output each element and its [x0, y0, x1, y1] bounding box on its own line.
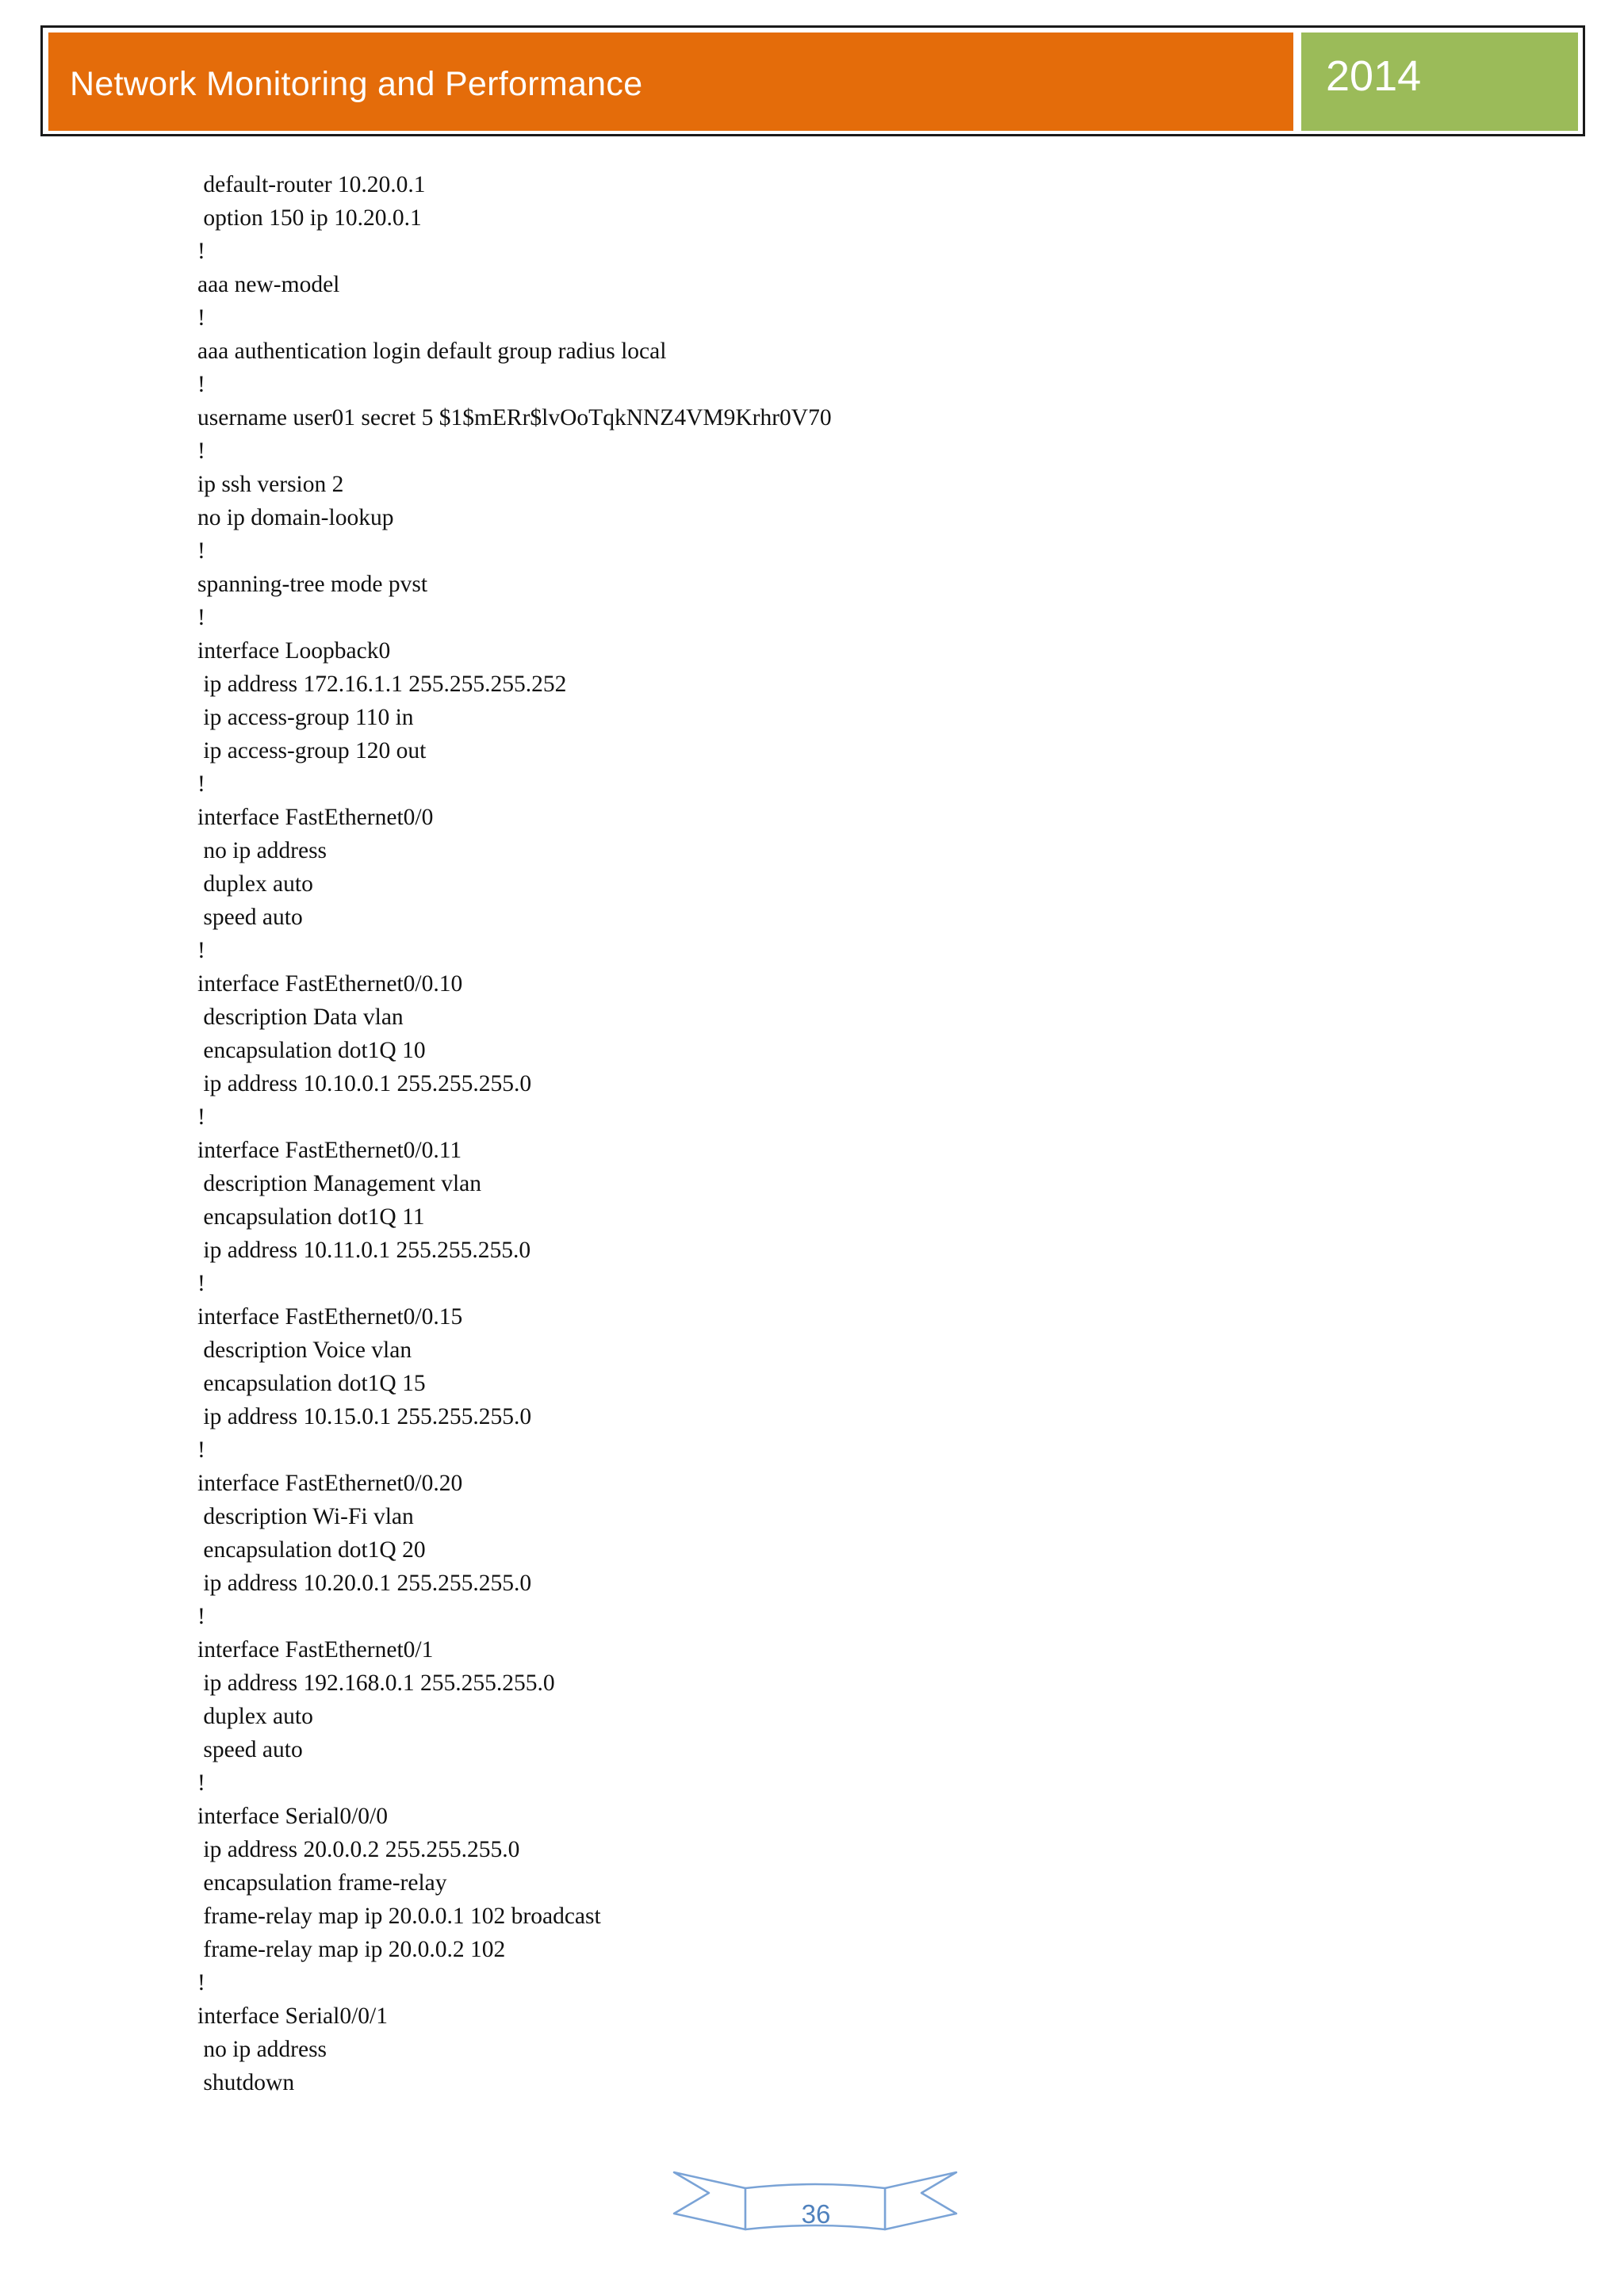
config-line: !: [197, 438, 205, 464]
config-line: interface FastEthernet0/1: [197, 1637, 434, 1663]
config-line: !: [197, 372, 205, 397]
header-year-box: [1301, 33, 1578, 131]
config-line: interface Serial0/0/0: [197, 1804, 388, 1829]
config-line: encapsulation dot1Q 20: [197, 1537, 426, 1563]
config-line: interface FastEthernet0/0.11: [197, 1138, 462, 1163]
config-line: !: [197, 938, 205, 963]
config-line: !: [197, 1104, 205, 1130]
config-line: ip address 10.10.0.1 255.255.255.0: [197, 1071, 532, 1096]
config-line: default-router 10.20.0.1: [197, 172, 426, 197]
config-line: interface Serial0/0/1: [197, 2003, 388, 2029]
config-line: encapsulation dot1Q 10: [197, 1038, 426, 1063]
config-line: interface FastEthernet0/0.15: [197, 1304, 463, 1330]
config-line: interface FastEthernet0/0: [197, 805, 434, 830]
config-line: ip address 10.15.0.1 255.255.255.0: [197, 1404, 532, 1429]
config-line: no ip address: [197, 838, 327, 863]
config-line: duplex auto: [197, 871, 313, 897]
config-line: !: [197, 771, 205, 797]
config-line: ip access-group 110 in: [197, 705, 414, 730]
config-line: ip address 172.16.1.1 255.255.255.252: [197, 672, 567, 697]
config-line: interface FastEthernet0/0.10: [197, 971, 463, 997]
document-title: Network Monitoring and Performance: [70, 64, 643, 103]
config-line: !: [197, 305, 205, 331]
config-line: !: [197, 538, 205, 564]
config-line: username user01 secret 5 $1$mERr$lvOoTqkNNZ4VM9Krhr0V70: [197, 405, 832, 430]
config-line: !: [197, 1271, 205, 1296]
document-year: 2014: [1326, 52, 1422, 100]
config-line: ip address 10.20.0.1 255.255.255.0: [197, 1571, 532, 1596]
config-line: encapsulation dot1Q 15: [197, 1371, 426, 1396]
config-line: !: [197, 605, 205, 630]
config-line: !: [197, 1970, 205, 1996]
config-line: ip address 10.11.0.1 255.255.255.0: [197, 1238, 531, 1263]
config-line: speed auto: [197, 1737, 303, 1762]
config-line: frame-relay map ip 20.0.0.1 102 broadcast: [197, 1904, 601, 1929]
config-line: option 150 ip 10.20.0.1: [197, 205, 422, 231]
config-line: description Wi-Fi vlan: [197, 1504, 414, 1529]
config-line: description Management vlan: [197, 1171, 481, 1196]
config-line: speed auto: [197, 905, 303, 930]
config-line: ip access-group 120 out: [197, 738, 427, 763]
config-line: interface FastEthernet0/0.20: [197, 1471, 463, 1496]
config-line: ip address 192.168.0.1 255.255.255.0: [197, 1670, 555, 1696]
config-line: aaa new-model: [197, 272, 340, 297]
config-line: duplex auto: [197, 1704, 313, 1729]
config-line: description Voice vlan: [197, 1337, 412, 1363]
config-line: no ip domain-lookup: [197, 505, 394, 530]
config-line: frame-relay map ip 20.0.0.2 102: [197, 1937, 506, 1962]
header-title-box: [48, 33, 1293, 131]
config-line: !: [197, 1770, 205, 1796]
router-config-listing: [197, 168, 1466, 2099]
config-line: no ip address: [197, 2037, 327, 2062]
config-line: encapsulation frame-relay: [197, 1870, 447, 1896]
config-line: spanning-tree mode pvst: [197, 572, 428, 597]
config-line: description Data vlan: [197, 1004, 404, 1030]
config-line: ip address 20.0.0.2 255.255.255.0: [197, 1837, 520, 1862]
page-number: 36: [801, 2199, 831, 2229]
config-line: encapsulation dot1Q 11: [197, 1204, 425, 1230]
config-line: !: [197, 1604, 205, 1629]
config-line: !: [197, 1437, 205, 1463]
config-line: !: [197, 239, 205, 264]
config-line: interface Loopback0: [197, 638, 391, 664]
config-line: ip ssh version 2: [197, 472, 344, 497]
config-line: shutdown: [197, 2070, 295, 2095]
config-line: aaa authentication login default group radius local: [197, 339, 667, 364]
